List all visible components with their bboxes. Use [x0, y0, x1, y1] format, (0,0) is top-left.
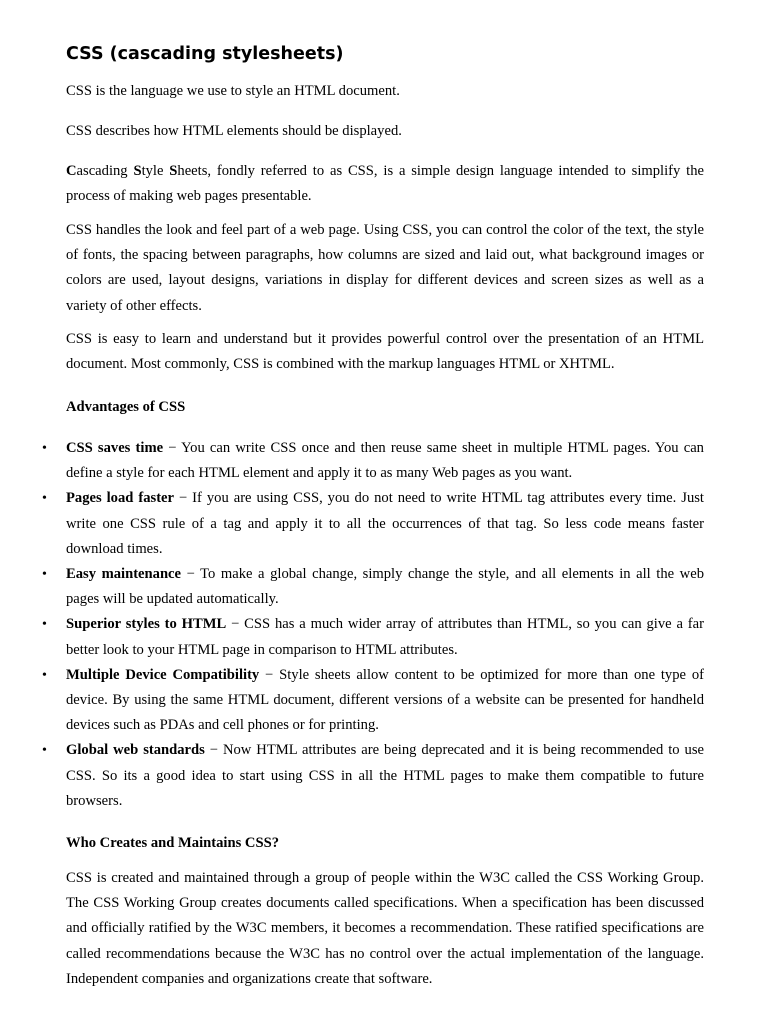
list-item: [42, 663, 704, 739]
list-item-text: − Style sheets allow content to be optimized for more than one type of device. By using the same HTML document, different versions of a website can be presented for handheld devices such as PDAs and cell phones or for printing.: [66, 666, 704, 734]
acronym-letter-c: C: [66, 163, 77, 179]
acronym-letter-s2: S: [169, 163, 178, 179]
list-item-text: − CSS has a much wider array of attributes than HTML, so you can give a far better look to your HTML page in comparison to HTML attributes.: [66, 616, 704, 658]
paragraph-intro-1: CSS is the language we use to style an HTML document.: [66, 83, 400, 99]
bullet-icon: •: [42, 441, 47, 456]
list-item-text: − To make a global change, simply change the style, and all elements in all the web pages will be updated automatically.: [66, 566, 705, 608]
bullet-icon: •: [42, 567, 47, 583]
advantages-heading: Advantages of CSS: [66, 399, 186, 415]
definition-text-rest: heets, fondly referred to as CSS, is a simple design language intended to simplify the process of making web pages presentable.: [66, 163, 704, 205]
list-item-term: Superior styles to HTML: [66, 616, 227, 633]
list-item: [42, 738, 704, 814]
definition-text-tyle: tyle: [141, 163, 170, 179]
list-item-term: Easy maintenance: [66, 566, 182, 583]
bullet-icon: •: [42, 667, 47, 683]
paragraph-definition: [66, 159, 704, 209]
paragraph-easy-to-learn: CSS is easy to learn and understand but it provides powerful control over the presentation of an HTML document. Most commonly, CSS is combined with the markup languages HTML or XHTML.: [66, 331, 704, 373]
definition-text-ascading: ascading: [76, 163, 134, 179]
paragraph-maintains: CSS is created and maintained through a group of people within the W3C called the CSS Working Group. The CSS Working Group creates documents called specifications. When a specification has been discussed and officially ratified by the W3C members, it becomes a recommendation. These ratified specifications are called recommendations because the W3C has no control over the actual implementation of the language. Independent companies and organizations create that software.: [66, 870, 704, 987]
maintains-heading: Who Creates and Maintains CSS?: [66, 835, 279, 851]
list-item: [42, 612, 704, 662]
bullet-icon: •: [42, 743, 47, 759]
list-item-term: CSS saves time: [66, 440, 164, 456]
advantages-list: [42, 436, 705, 814]
page-title: CSS (cascading stylesheets): [66, 44, 344, 64]
list-item: [42, 562, 705, 612]
bullet-icon: •: [42, 617, 47, 633]
list-item: [42, 436, 704, 486]
list-item-text: − If you are using CSS, you do not need to write HTML tag attributes every time. Just write one CSS rule of a tag and apply it to all the occurrences of that tag. So less code means faster download times.: [66, 490, 704, 557]
list-item-term: Pages load faster: [66, 490, 175, 507]
list-item-text: − Now HTML attributes are being deprecated and it is being recommended to use CSS. So its a good idea to start using CSS in all the HTML pages to make them compatible to future browsers.: [66, 742, 704, 809]
list-item-term: Multiple Device Compatibility: [66, 666, 260, 683]
list-item-term: Global web standards: [66, 742, 205, 759]
list-item: [42, 486, 704, 562]
paragraph-intro-2: CSS describes how HTML elements should be displayed.: [66, 123, 402, 139]
list-item-text: − You can write CSS once and then reuse same sheet in multiple HTML pages. You can define a style for each HTML element and apply it to as many Web pages as you want.: [66, 440, 704, 482]
paragraph-look-and-feel: CSS handles the look and feel part of a web page. Using CSS, you can control the color of the text, the style of fonts, the spacing between paragraphs, how columns are sized and laid out, what background images or colors are used, layout designs, variations in display for different devices and screen sizes as well as a variety of other effects.: [66, 222, 704, 314]
bullet-icon: •: [42, 491, 47, 507]
acronym-letter-s: S: [133, 163, 142, 179]
